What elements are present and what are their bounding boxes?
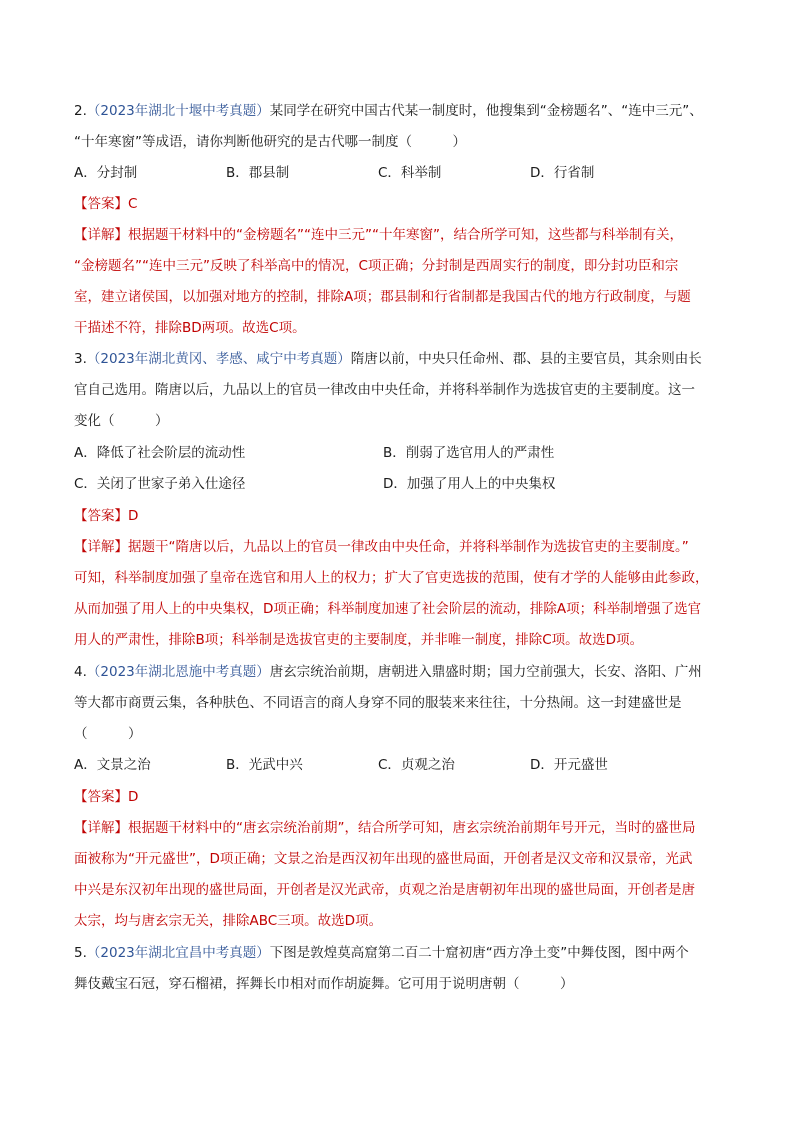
question-stem: 变化（ ） xyxy=(74,413,169,429)
explanation-3-line2 xyxy=(74,563,724,594)
option-d: D．加强了用人上的中央集权 xyxy=(383,476,556,492)
question-4-options xyxy=(74,750,724,781)
explanation-2 xyxy=(74,220,724,251)
explanation-3 xyxy=(74,532,724,563)
option-c: C．贞观之治 xyxy=(378,757,455,773)
answer-2 xyxy=(74,189,724,220)
explanation-text: 用人的严肃性，排除B项；科举制是选拔官吏的主要制度，并非唯一制度，排除C项。故选D项。 xyxy=(74,632,644,648)
option-b: B．郡县制 xyxy=(226,165,290,181)
option-a: A．文景之治 xyxy=(74,757,151,773)
explanation-text: 根据题干材料中的 xyxy=(128,820,236,836)
question-3 xyxy=(74,344,724,375)
question-4-line3 xyxy=(74,719,724,750)
option-a: A．分封制 xyxy=(74,165,138,181)
explanation-4 xyxy=(74,813,724,844)
question-number: 3. xyxy=(74,351,87,367)
option-c: C．关闭了世家子弟入仕途径 xyxy=(74,476,246,492)
explanation-text: ，结合所学可知，唐玄宗统治前期年号开元，当时的盛世局 xyxy=(344,820,696,836)
question-4-line2 xyxy=(74,688,724,719)
question-2-options xyxy=(74,158,724,189)
option-a: A．降低了社会阶层的流动性 xyxy=(74,445,246,461)
explanation-text: 根据题干材料中的“金榜题名”“连中三元”“十年寒窗”，结合所学可知，这些都与科举制有关， xyxy=(128,227,683,243)
explanation-label: 【详解】 xyxy=(74,227,128,243)
option-c: C．科举制 xyxy=(378,165,442,181)
explanation-text: 面被称为“开元盛世”，D项正确；文景之治是西汉初年出现的盛世局面，开创者是汉文帝和汉景帝，光武 xyxy=(74,851,693,867)
explanation-label: 【详解】 xyxy=(74,539,128,555)
answer-value: C xyxy=(128,196,138,212)
explanation-text: 干描述不符，排除BD两项。故选C项。 xyxy=(74,320,306,336)
explanation-text: 太宗，均与唐玄宗无关，排除ABC三项。故选D项。 xyxy=(74,913,383,929)
question-3-line3 xyxy=(74,406,724,437)
option-d: D．行省制 xyxy=(530,165,595,181)
question-stem: 唐玄宗统治前期，唐朝进入鼎盛时期；国力空前强大，长安、洛阳、广州 xyxy=(269,664,702,680)
explanation-4-line2 xyxy=(74,844,724,875)
explanation-3-line4 xyxy=(74,625,724,656)
option-b: B．削弱了选官用人的严肃性 xyxy=(383,445,555,461)
answer-3 xyxy=(74,501,724,532)
question-source: （2023年湖北十堰中考真题） xyxy=(86,103,270,119)
explanation-text: 可知，科举制度加强了皇帝在选官和用人上的权力；扩大了官吏选拔的范围，使有才学的人能够由此参政， xyxy=(74,570,709,586)
option-d: D．开元盛世 xyxy=(530,757,608,773)
explanation-text: “金榜题名”“连中三元”反映了科举高中的情况，C项正确；分封制是西周实行的制度，即分封功臣和宗 xyxy=(74,258,679,274)
question-source: （2023年湖北恩施中考真题） xyxy=(86,664,270,680)
explanation-label: 【详解】 xyxy=(74,820,128,836)
question-stem: 等大都市商贾云集，各种肤色、不同语言的商人身穿不同的服装来来往往，十分热闹。这一封建盛世是 xyxy=(74,695,682,711)
answer-value: D xyxy=(128,789,139,805)
explanation-4-line3 xyxy=(74,875,724,906)
question-stem: 下图是敦煌莫高窟第二百二十窟初唐“西方净土变”中舞伎图，图中两个 xyxy=(269,945,689,961)
explanation-text: 室，建立诸侯国，以加强对地方的控制，排除A项；郡县制和行省制都是我国古代的地方行政制度，与题 xyxy=(74,289,691,305)
explanation-2-line3 xyxy=(74,282,724,313)
explanation-2-line2 xyxy=(74,251,724,282)
question-3-options-row2 xyxy=(74,469,724,500)
question-stem: 舞伎戴宝石冠，穿石榴裙，挥舞长巾相对而作胡旋舞。它可用于说明唐朝（ ） xyxy=(74,976,574,992)
explanation-highlight: “唐玄宗统治前期” xyxy=(236,820,345,836)
question-2 xyxy=(74,96,724,127)
question-5-line2 xyxy=(74,969,724,1000)
question-3-line2 xyxy=(74,375,724,406)
question-3-options-row1 xyxy=(74,438,724,469)
question-stem: “十年寒窗”等成语，请你判断他研究的是古代哪一制度（ ） xyxy=(74,134,466,150)
explanation-text: 据题干“隋唐以后，九品以上的官员一律改由中央任命，并将科举制作为选拔官吏的主要制度。” xyxy=(128,539,689,555)
explanation-3-line3 xyxy=(74,594,724,625)
explanation-text: 从而加强了用人上的中央集权，D项正确；科举制度加速了社会阶层的流动，排除A项；科举制增强了选官 xyxy=(74,601,702,617)
answer-label: 【答案】 xyxy=(74,508,128,524)
answer-4 xyxy=(74,782,724,813)
explanation-text: 中兴是东汉初年出现的盛世局面，开创者是汉光武帝，贞观之治是唐朝初年出现的盛世局面，开创者是唐 xyxy=(74,882,695,898)
question-stem: 隋唐以前，中央只任命州、郡、县的主要官员，其余则由长 xyxy=(350,351,702,367)
question-number: 4. xyxy=(74,664,87,680)
question-2-line2 xyxy=(74,127,724,158)
option-b: B．光武中兴 xyxy=(226,757,303,773)
answer-label: 【答案】 xyxy=(74,789,128,805)
question-stem: （ ） xyxy=(74,726,142,742)
explanation-4-line4 xyxy=(74,906,724,937)
question-source: （2023年湖北宜昌中考真题） xyxy=(86,945,270,961)
question-4 xyxy=(74,657,724,688)
question-number: 2. xyxy=(74,103,87,119)
explanation-2-line4 xyxy=(74,313,724,344)
question-number: 5. xyxy=(74,945,87,961)
answer-label: 【答案】 xyxy=(74,196,128,212)
question-stem: 某同学在研究中国古代某一制度时，他搜集到“金榜题名”、“连中三元”、 xyxy=(269,103,703,119)
question-stem: 官自己选用。隋唐以后，九品以上的官员一律改由中央任命，并将科举制作为选拔官吏的主要制度。这一 xyxy=(74,382,695,398)
question-5 xyxy=(74,938,724,969)
question-source: （2023年湖北黄冈、孝感、咸宁中考真题） xyxy=(86,351,351,367)
answer-value: D xyxy=(128,508,139,524)
